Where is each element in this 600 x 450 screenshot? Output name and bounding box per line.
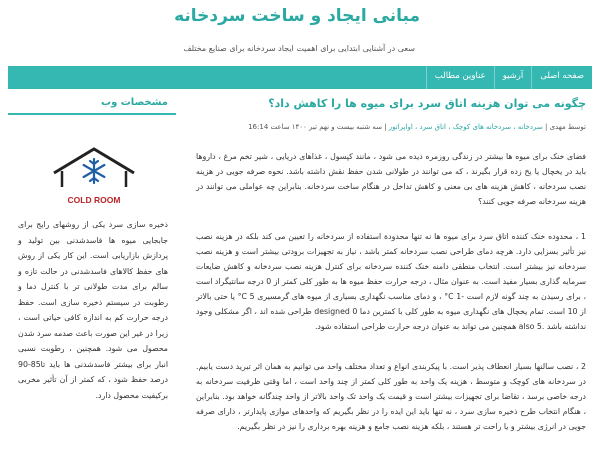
sidebar-text: ذخیره سازی سرد یکی از روشهای رایج برای جابجایی میوه ها فاسدشدنی بین تولید و پردازش بازاریابی است. این کار یکی از روش های حفظ کالاهای فاسدشدنی در حالت تازه و سالم برای مدت طولانی تر با کنترل دما و رطوبت در سیستم ذخیره سازی است. حفظ درجه حرارت کم به اندازه کافی حیاتی است ، زیرا در غیر این صورت باعث صدمه سرد شدن محصول می شود. همچنین ، رطوبت نسبی انبار برای بیشتر فاسدشدنی ها باید تا85-90 درصد حفظ شود ، که کمتر از آن تأثیر مخربی برکیفیت محصول دارد. [18,220,168,400]
sidebar-divider [8,113,176,115]
post-title[interactable]: چگونه می توان هزینه اتاق سرد برای میوه ها را کاهش داد؟ [268,97,586,110]
meta-separator: | [381,123,387,131]
main-area [8,89,592,450]
nav-item-home[interactable]: صفحه اصلی [531,66,592,89]
site-description: سعی در آشنایی ابتدایی برای اهمیت ایجاد سردخانه برای صنایع مختلف [183,44,415,53]
nav-item-archive[interactable]: آرشیو [494,66,532,89]
post-category-links[interactable]: سردخانه ، سردخانه های کوچک ، اتاق سرد ، اواپراتور [388,123,543,131]
post-paragraph: فضای خنک برای میوه ها بیشتر در زندگی روزمره دیده می شود ، مانند کپسول ، غذاهای دریایی ، شیر تخم مرغ ، داروها باید در یخچال یا یخ زده قرار بگیرند ، که می توانند در طولانی شدن حفظ نقش داشته باشد. نحوه صرفه جویی در هزینه نصب سردخانه ، کاهش هزینه های بی معنی و کاهش تداخل در هنگام ساخت سردخانه. بنابراین چه عواملی می توانند در هزینه سردخانه صرفه جویی کنند؟ [196,152,586,206]
cold-room-logo [48,141,140,213]
post-author: توسط مهدی [549,123,586,131]
sidebar [8,89,176,450]
post-meta [186,123,586,131]
sidebar-title: مشخصات وب [101,97,168,108]
logo-text: COLD ROOM [67,195,121,205]
meta-separator: | [542,123,548,131]
site-title[interactable]: مبانی ایجاد و ساخت سردخانه [174,6,420,26]
main-navbar [8,66,592,89]
post-paragraph: 1 ، محدوده خنک کننده اتاق سرد برای میوه ها نه تنها محدودة استفاده از سردخانه را تعیین می کند بلکه در هزینه نصب نیز تأثیر بسزایی دارد. هرچه دمای طراحی نصب سردخانه کمتر باشد ، نیاز به تجهیزات برودتی بیشتر است و هزینه نصب سردخانه نیز بیشتر است. انتخاب منطقی دامنه خنک کننده سردخانه برای کنترل هزینه نصب سردخانه و کاهش ضایعات سرمایه گذاری بسیار مفید است. به عنوان مثال ، درجه حرارت حفظ میوه ها به طور کلی کمتر از 0 درجه سانتیگراد است ، برای رسیدن به چند گونه لازم است -1 C° ، و دمای مناسب نگهداری بسیاری از میوه های گرمسیری 5 C° یا حتی بالاتر از 10 است. تمام یخچال های نگهداری میوه به طور کلی با کمترین دما 0 designed طراحی شده اند ، اگر مشکلی وجود نداشته باشد .5 also همچنین می تواند به عنوان درجه حرارت طراحی استفاده شود. [196,232,587,331]
post-date: سه شنبه بیست و نهم تیر ۱۴۰۰ ساعت 16:14 [248,123,382,131]
nav-item-post-titles[interactable]: عناوین مطالب [426,66,494,89]
site-header [0,0,600,66]
snowflake-icon [84,159,105,183]
post-paragraph: 2 ، نصب سالنها بسیار انعطاف پذیر است. با پیکربندی انواع و تعداد مختلف واحد می توانیم به همان اثر تبرید دست یابیم. در سردخانه های کوچک و متوسط ، هزینه یک واحد به طور کلی کمتر از چند واحد است ، اما وقتی ظرفیت سردخانه به درجه خاصی برسد ، تقاضا برای تجهیزات بیشتر است و قیمت یک واحد تک واحد بالاتر از واحد چندگانه خواهد بود. بنابراین ، هنگام انتخاب طرح ذخیره سازی سرد ، نه تنها باید این ایده را در نظر بگیریم که واحدهای موازی پایدارتر ، دارای صرفه جویی در انرژی بیشتر و یا راحت تر هستند ، بلکه هزینه نصب جامع و هزینه بهره برداری را نیز در نظر بگیریم. [196,362,586,431]
